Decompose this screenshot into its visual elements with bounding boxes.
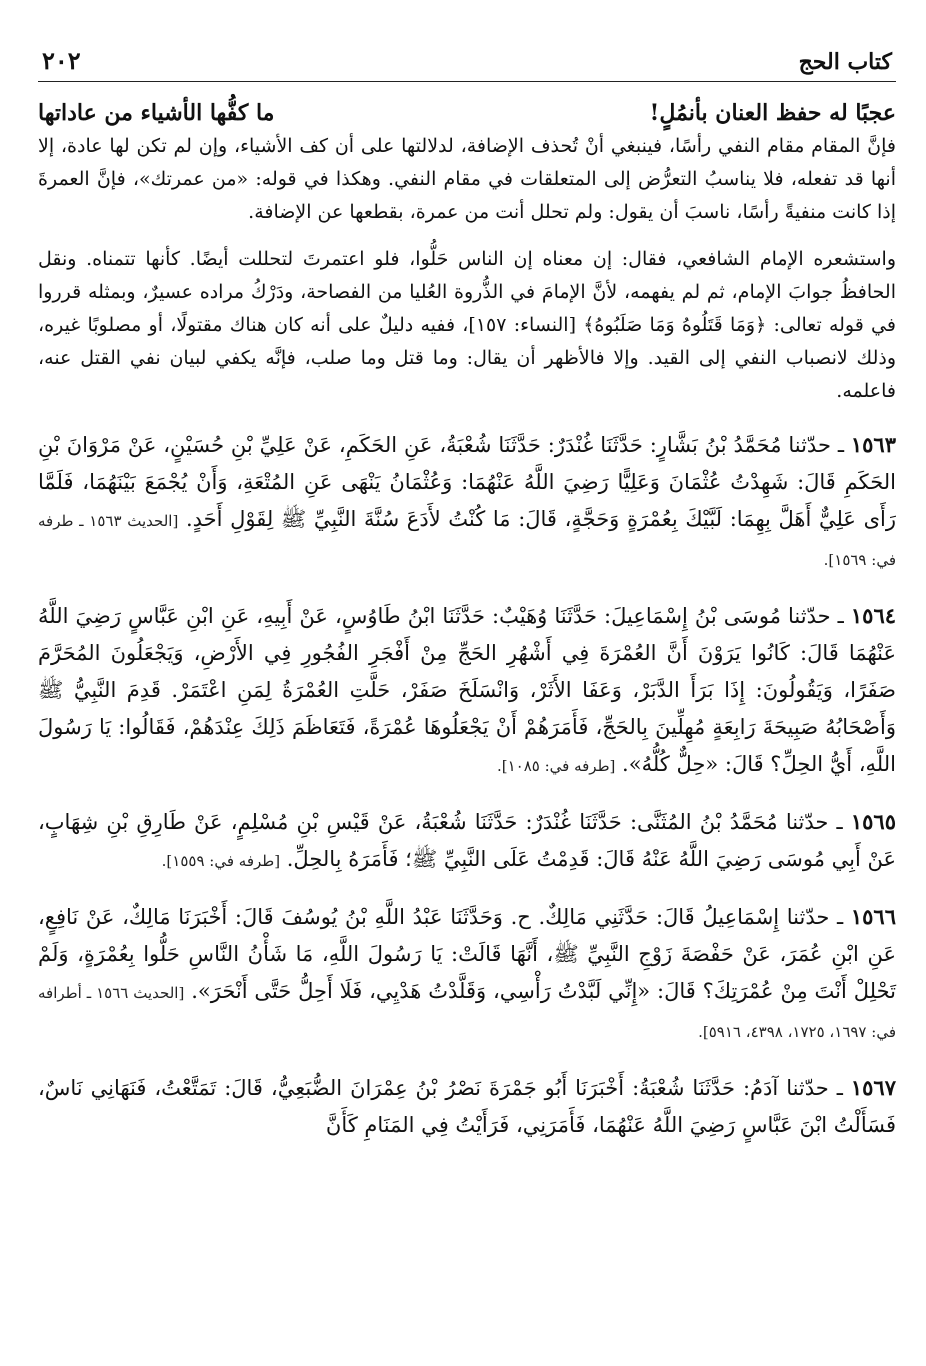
hadith-reference: [الحديث ١٥٦٦ ـ أطرافه في: ١٦٩٧، ١٧٢٥، ٤٣٩٨، ٥٩١٦]. bbox=[38, 984, 896, 1041]
hadith-reference: [طرفه في: ١٥٥٩]. bbox=[161, 852, 281, 870]
book-title: كتاب الحج bbox=[798, 49, 892, 75]
verse-left-hemistich: ما كفُّها الأشياء من عاداتها bbox=[38, 100, 275, 126]
hadith-reference: [طرفه في: ١٠٨٥]. bbox=[496, 757, 616, 775]
hadith-number: ١٥٦٦ bbox=[850, 904, 896, 929]
hadith-1564: ١٥٦٤ ـ حدّثنا مُوسَى بْنُ إِسْمَاعِيلَ: حَدَّثَنَا وُهَيْبٌ: حَدَّثَنَا ابْنُ طَاوُسٍ، عَنْ أَبِيهِ، عَنِ ابْنِ عَبَّاسٍ رَضِيَ اللَّهُ عَنْهُمَا قَالَ: كَانُوا يَرَوْنَ أَنَّ العُمْرَةَ فِي أَشْهُرِ الحَجِّ مِنْ أَفْجَرِ الفُجُورِ فِي الأَرْضِ، وَيَجْعَلُونَ المُحَرَّمَ صَفَرًا، وَيَقُولُونَ: إِذَا بَرَأَ الدَّبَرْ، وَعَفَا الأَثَرْ، وَانْسَلَخَ صَفَرْ، حَلَّتِ العُمْرَةُ لِمَنِ اعْتَمَرْ. قَدِمَ النَّبِيُّ ﷺ وَأَصْحَابُهُ صَبِيحَةَ رَابِعَةٍ مُهِلِّينَ بِالحَجِّ، فَأَمَرَهُمْ أَنْ يَجْعَلُوهَا عُمْرَةً، فَتَعَاظَمَ ذَلِكَ عِنْدَهُمْ، فَقَالُوا: يَا رَسُولَ اللَّهِ، أَيُّ الحِلِّ؟ قَالَ: «حِلٌّ كُلُّهُ». [طرفه في: ١٠٨٥]. bbox=[38, 603, 897, 776]
hadith-number: ١٥٦٥ bbox=[850, 809, 896, 834]
commentary-paragraph: فإنَّ المقام مقام النفي رأسًا، فينبغي أنْ تُحذف الإضافة، لدلالتها على أن كف الأشياء، وإن لم تكن لها عادة، إلا أنها قد تفعله، فلا يناسبُ التعرُّض إلى المتعلقات في مقام النفي. وهكذا في قوله: «من عمرتك»، فإنَّ العمرةَ إذا كانت منفيةً رأسًا، ناسبَ أن يقول: ولم تحلل أنت من عمرة، بقطعها عن الإضافة. bbox=[38, 135, 896, 223]
book-page bbox=[38, 30, 896, 1350]
page-header bbox=[38, 30, 896, 82]
verse-right-hemistich: عجبًا له حفظ العنان بأنمُلٍ! bbox=[649, 100, 896, 126]
hadith-text: حدّثنا إِسْمَاعِيلُ قَالَ: حَدَّثَنِي مَالِكٌ. ح. وَحَدَّثَنَا عَبْدُ اللَّهِ بْنُ يُوسُفَ قَالَ: أَخْبَرَنَا مَالِكٌ، عَنْ نَافِعٍ، عَنِ ابْنِ عُمَرَ، عَنْ حَفْصَةَ زَوْجِ النَّبِيِّ ﷺ، أَنَّهَا قَالَتْ: يَا رَسُولَ اللَّهِ، مَا شَأْنُ النَّاسِ حَلُّوا بِعُمْرَةٍ، وَلَمْ تَحْلِلْ أَنْتَ مِنْ عُمْرَتِكَ؟ قَالَ: «إِنِّي لَبَّدْتُ رَأْسِي، وَقَلَّدْتُ هَدْيِي، فَلَا أَحِلُّ حَتَّى أَنْحَرَ». bbox=[38, 905, 896, 1003]
hadith-text: حدّثنا مُحَمَّدُ بْنُ بَشَّارٍ: حَدَّثَنَا غُنْدَرٌ: حَدَّثَنَا شُعْبَةُ، عَنِ الحَكَمِ، عَنْ عَلِيِّ بْنِ حُسَيْنٍ، عَنْ مَرْوَانَ بْنِ الحَكَمِ قَالَ: شَهِدْتُ عُثْمَانَ وَعَلِيًّا رَضِيَ اللَّهُ عَنْهُمَا: وَعُثْمَانُ يَنْهَى عَنِ المُتْعَةِ، وَأَنْ يُجْمَعَ بَيْنَهُمَا، فَلَمَّا رَأَى عَلِيٌّ أَهَلَّ بِهِمَا: لَبَّيْكَ بِعُمْرَةٍ وَحَجَّةٍ، قَالَ: مَا كُنْتُ لأَدَعَ سُنَّةَ النَّبِيِّ ﷺ لِقَوْلِ أَحَدٍ. bbox=[38, 433, 897, 531]
hadith-text: حدّثنا مُحَمَّدُ بْنُ المُثَنَّى: حَدَّثَنَا غُنْدَرٌ: حَدَّثَنَا شُعْبَةُ، عَنْ قَيْسِ بْنِ مُسْلِمٍ، عَنْ طَارِقِ بْنِ شِهَابٍ، عَنْ أَبِي مُوسَى رَضِيَ اللَّهُ عَنْهُ قَالَ: قَدِمْتُ عَلَى النَّبِيِّ ﷺ؛ فَأَمَرَهُ بِالحِلِّ. bbox=[38, 810, 896, 871]
hadith-1566: ١٥٦٦ ـ حدّثنا إِسْمَاعِيلُ قَالَ: حَدَّثَنِي مَالِكٌ. ح. وَحَدَّثَنَا عَبْدُ اللَّهِ بْنُ يُوسُفَ قَالَ: أَخْبَرَنَا مَالِكٌ، عَنْ نَافِعٍ، عَنِ ابْنِ عُمَرَ، عَنْ حَفْصَةَ زَوْجِ النَّبِيِّ ﷺ، أَنَّهَا قَالَتْ: يَا رَسُولَ اللَّهِ، مَا شَأْنُ النَّاسِ حَلُّوا بِعُمْرَةٍ، وَلَمْ تَحْلِلْ أَنْتَ مِنْ عُمْرَتِكَ؟ قَالَ: «إِنِّي لَبَّدْتُ رَأْسِي، وَقَلَّدْتُ هَدْيِي، فَلَا أَحِلُّ حَتَّى أَنْحَرَ». [الحديث ١٥٦٦ ـ أطرافه في: ١٦٩٧، ١٧٢٥، ٤٣٩٨، ٥٩١٦]. bbox=[38, 904, 896, 1041]
hadith-1563: ١٥٦٣ ـ حدّثنا مُحَمَّدُ بْنُ بَشَّارٍ: حَدَّثَنَا غُنْدَرٌ: حَدَّثَنَا شُعْبَةُ، عَنِ الحَكَمِ، عَنْ عَلِيِّ بْنِ حُسَيْنٍ، عَنْ مَرْوَانَ بْنِ الحَكَمِ قَالَ: شَهِدْتُ عُثْمَانَ وَعَلِيًّا رَضِيَ اللَّهُ عَنْهُمَا: وَعُثْمَانُ يَنْهَى عَنِ المُتْعَةِ، وَأَنْ يُجْمَعَ بَيْنَهُمَا، فَلَمَّا رَأَى عَلِيٌّ أَهَلَّ بِهِمَا: لَبَّيْكَ بِعُمْرَةٍ وَحَجَّةٍ، قَالَ: مَا كُنْتُ لأَدَعَ سُنَّةَ النَّبِيِّ ﷺ لِقَوْلِ أَحَدٍ. [الحديث ١٥٦٣ ـ طرفه في: ١٥٦٩]. bbox=[38, 432, 897, 569]
hadith-text: حدّثنا آدَمُ: حَدَّثَنَا شُعْبَةُ: أَخْبَرَنَا أَبُو جَمْرَةَ نَصْرُ بْنُ عِمْرَانَ الضُّبَعِيُّ، قَالَ: تَمَتَّعْتُ، فَنَهَانِي نَاسٌ، فَسَأَلْتُ ابْنَ عَبَّاسٍ رَضِيَ اللَّهُ عَنْهُمَا، فَأَمَرَنِي، فَرَأَيْتُ فِي المَنَامِ كَأَنَّ bbox=[38, 1076, 896, 1137]
hadith-1565: ١٥٦٥ ـ حدّثنا مُحَمَّدُ بْنُ المُثَنَّى: حَدَّثَنَا غُنْدَرٌ: حَدَّثَنَا شُعْبَةُ، عَنْ قَيْسِ بْنِ مُسْلِمٍ، عَنْ طَارِقِ بْنِ شِهَابٍ، عَنْ أَبِي مُوسَى رَضِيَ اللَّهُ عَنْهُ قَالَ: قَدِمْتُ عَلَى النَّبِيِّ ﷺ؛ فَأَمَرَهُ بِالحِلِّ. [طرفه في: ١٥٥٩]. bbox=[38, 809, 896, 871]
hadith-number: ١٥٦٣ bbox=[850, 432, 896, 457]
hadith-number: ١٥٦٧ bbox=[850, 1075, 896, 1100]
hadith-number: ١٥٦٤ bbox=[850, 603, 897, 628]
hadith-text: حدّثنا مُوسَى بْنُ إِسْمَاعِيلَ: حَدَّثَنَا وُهَيْبٌ: حَدَّثَنَا ابْنُ طَاوُسٍ، عَنْ أَبِيهِ، عَنِ ابْنِ عَبَّاسٍ رَضِيَ اللَّهُ عَنْهُمَا قَالَ: كَانُوا يَرَوْنَ أَنَّ العُمْرَةَ فِي أَشْهُرِ الحَجِّ مِنْ أَفْجَرِ الفُجُورِ فِي الأَرْضِ، وَيَجْعَلُونَ المُحَرَّمَ صَفَرًا، وَيَقُولُونَ: إِذَا بَرَأَ الدَّبَرْ، وَعَفَا الأَثَرْ، وَانْسَلَخَ صَفَرْ، حَلَّتِ العُمْرَةُ لِمَنِ اعْتَمَرْ. قَدِمَ النَّبِيُّ ﷺ وَأَصْحَابُهُ صَبِيحَةَ رَابِعَةٍ مُهِلِّينَ بِالحَجِّ، فَأَمَرَهُمْ أَنْ يَجْعَلُوهَا عُمْرَةً، فَتَعَاظَمَ ذَلِكَ عِنْدَهُمْ، فَقَالُوا: يَا رَسُولَ اللَّهِ، أَيُّ الحِلِّ؟ قَالَ: «حِلٌّ كُلُّهُ». bbox=[38, 604, 896, 776]
hadith-reference: [الحديث ١٥٦٣ ـ طرفه في: ١٥٦٩]. bbox=[38, 512, 896, 569]
page-number: ٢٠٢ bbox=[42, 46, 81, 75]
poetry-verse bbox=[38, 96, 896, 130]
commentary-paragraph: واستشعره الإمام الشافعي، فقال: إن معناه إن الناس حَلُّوا، فلو اعتمرتَ لتحللت أيضًا. كأنها تتمناه. ونقل الحافظُ جوابَ الإمام، ثم لم يفهمه، لأنَّ الإمامَ في الذُّروة العُليا من الفصاحة، ودَرْكُ مراده عسيرٌ، وبمثله قرروا في قوله تعالى: ﴿وَمَا قَتَلُوهُ وَمَا صَلَبُوهُ﴾ [النساء: ١٥٧]، ففيه دليلٌ على أنه كان هناك مقتولًا، أو مصلوبًا غيره، وذلك لانصباب النفي إلى القيد. وإلا فالأظهر أن يقال: وما قتل وما صلب، فإنَّه يكفي لبيان نفي القتل عنه، فاعلمه. bbox=[38, 248, 896, 402]
hadith-1567: ١٥٦٧ ـ حدّثنا آدَمُ: حَدَّثَنَا شُعْبَةُ: أَخْبَرَنَا أَبُو جَمْرَةَ نَصْرُ بْنُ عِمْرَانَ الضُّبَعِيُّ، قَالَ: تَمَتَّعْتُ، فَنَهَانِي نَاسٌ، فَسَأَلْتُ ابْنَ عَبَّاسٍ رَضِيَ اللَّهُ عَنْهُمَا، فَأَمَرَنِي، فَرَأَيْتُ فِي المَنَامِ كَأَنَّ bbox=[38, 1075, 896, 1137]
